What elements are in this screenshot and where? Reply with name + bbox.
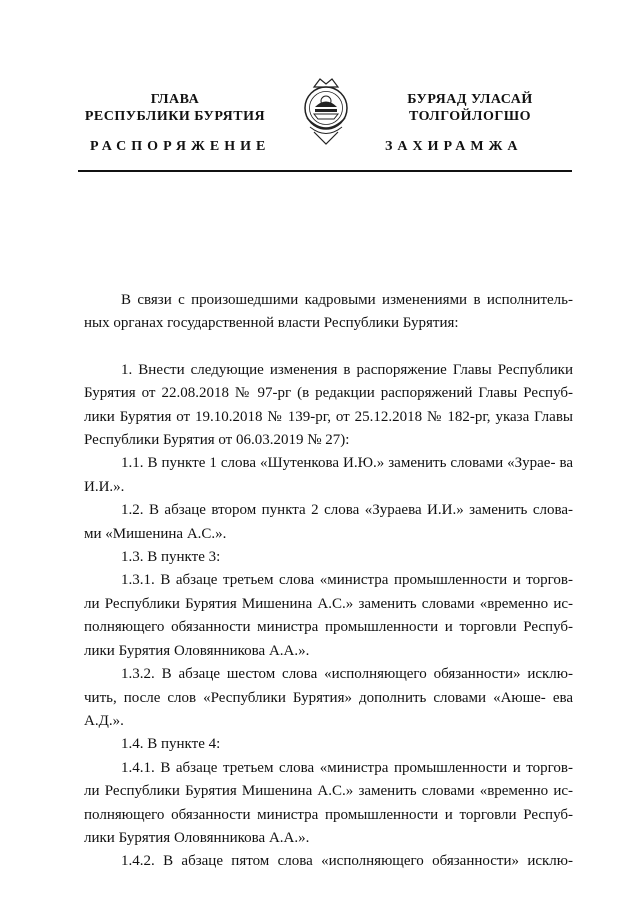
paragraph-item-1-4-1: 1.4.1. В абзаце третьем слова «министра промышленности и торгов- ли Республики Бурятия Мишенина А.С.» заменить словами «временно ис- полняющего обязанности министра промышленности и торговли Респуб- лики Бурятия Оловянникова А.А.».: [84, 759, 573, 846]
paragraph-intro: В связи с произошедшими кадровыми изменениями в исполнитель- ных органах государственной власти Республики Бурятия:: [84, 292, 573, 332]
header-right-line1: БУРЯАД УЛАСАЙ: [407, 92, 533, 107]
header-left-line2: РЕСПУБЛИКИ БУРЯТИЯ: [84, 109, 266, 124]
header-left-block: [80, 91, 270, 125]
doc-type-left: РАСПОРЯЖЕНИЕ: [90, 139, 271, 154]
paragraph-item-1-4: 1.4. В пункте 4:: [121, 736, 221, 753]
paragraph-item-1-1: 1.1. В пункте 1 слова «Шутенкова И.Ю.» заменить словами «Зурае- ва И.И.».: [84, 455, 573, 495]
header-right-block: [370, 91, 570, 125]
paragraph-item-1-4-2: 1.4.2. В абзаце пятом слова «исполняющего обязанности» исклю-: [121, 853, 573, 870]
paragraph-item-1-3: 1.3. В пункте 3:: [121, 549, 221, 566]
document-body: [84, 289, 573, 874]
paragraph-item-1-2: 1.2. В абзаце втором пункта 2 слова «Зураева И.И.» заменить слова- ми «Мишенина А.С.».: [84, 502, 573, 542]
coat-of-arms-icon: [298, 74, 354, 148]
paragraph-item-1-3-2: 1.3.2. В абзаце шестом слова «исполняющего обязанности» исклю- чить, после слов «Республики Бурятия» дополнить словами «Аюше- ева А.Д.».: [84, 666, 574, 729]
doc-type-right: ЗАХИРАМЖА: [385, 139, 523, 154]
header-right-line2: ТОЛГОЙЛОГШО: [408, 109, 532, 124]
paragraph-item-1-3-1: 1.3.1. В абзаце третьем слова «министра промышленности и торгов- ли Республики Бурятия Мишенина А.С.» заменить словами «временно ис- полняющего обязанности министра промышленности и торговли Респуб- лики Бурятия Оловянникова А.А.».: [84, 572, 573, 659]
header-divider: [78, 170, 572, 172]
header-left-line1: ГЛАВА: [150, 92, 200, 107]
paragraph-item-1: 1. Внести следующие изменения в распоряжение Главы Республики Бурятия от 22.08.2018 № 97-рг (в редакции распоряжений Главы Респуб- лики Бурятия от 19.10.2018 № 139-рг, от 25.12.2018 № 182-рг, указа Главы Республики Бурятия от 06.03.2019 № 27):: [84, 361, 573, 449]
